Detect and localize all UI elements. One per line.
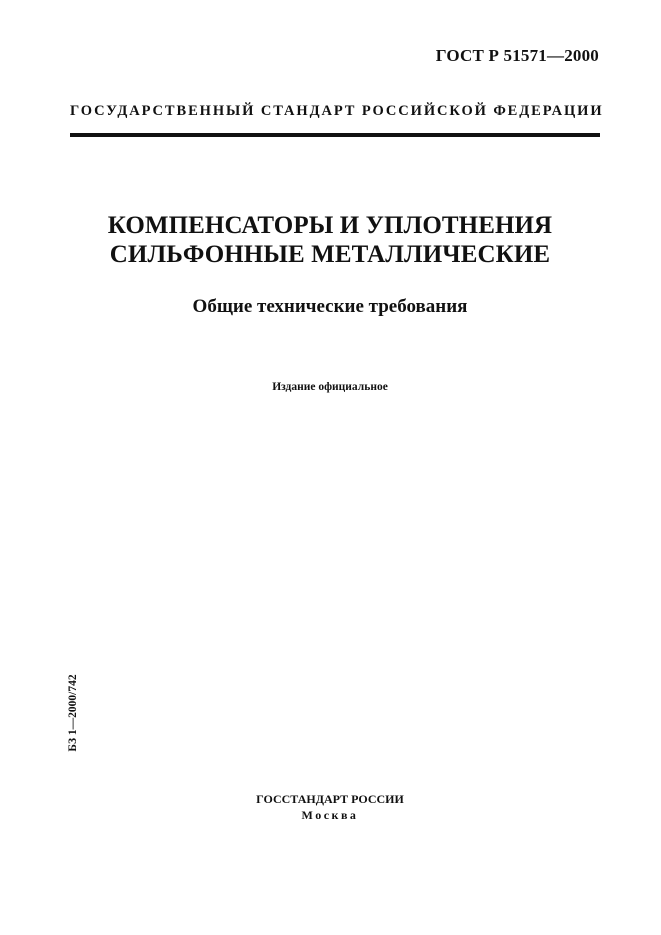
publisher-city: Москва	[301, 808, 359, 822]
title-line-2: СИЛЬФОННЫЕ МЕТАЛЛИЧЕСКИЕ	[109, 241, 551, 268]
title-line-1: КОМПЕНСАТОРЫ И УПЛОТНЕНИЯ	[107, 212, 553, 239]
state-standard-heading: ГОСУДАРСТВЕННЫЙ СТАНДАРТ РОССИЙСКОЙ ФЕДЕРАЦИИ	[70, 103, 604, 119]
catalog-code: БЗ 1—2000/742	[67, 674, 79, 752]
header-divider	[70, 133, 600, 137]
document-title	[40, 211, 620, 269]
standard-number: ГОСТ Р 51571—2000	[435, 46, 599, 65]
publisher-name: ГОССТАНДАРТ РОССИИ	[256, 792, 404, 806]
document-subtitle: Общие технические требования	[192, 296, 468, 317]
edition-note: Издание официальное	[272, 381, 388, 393]
